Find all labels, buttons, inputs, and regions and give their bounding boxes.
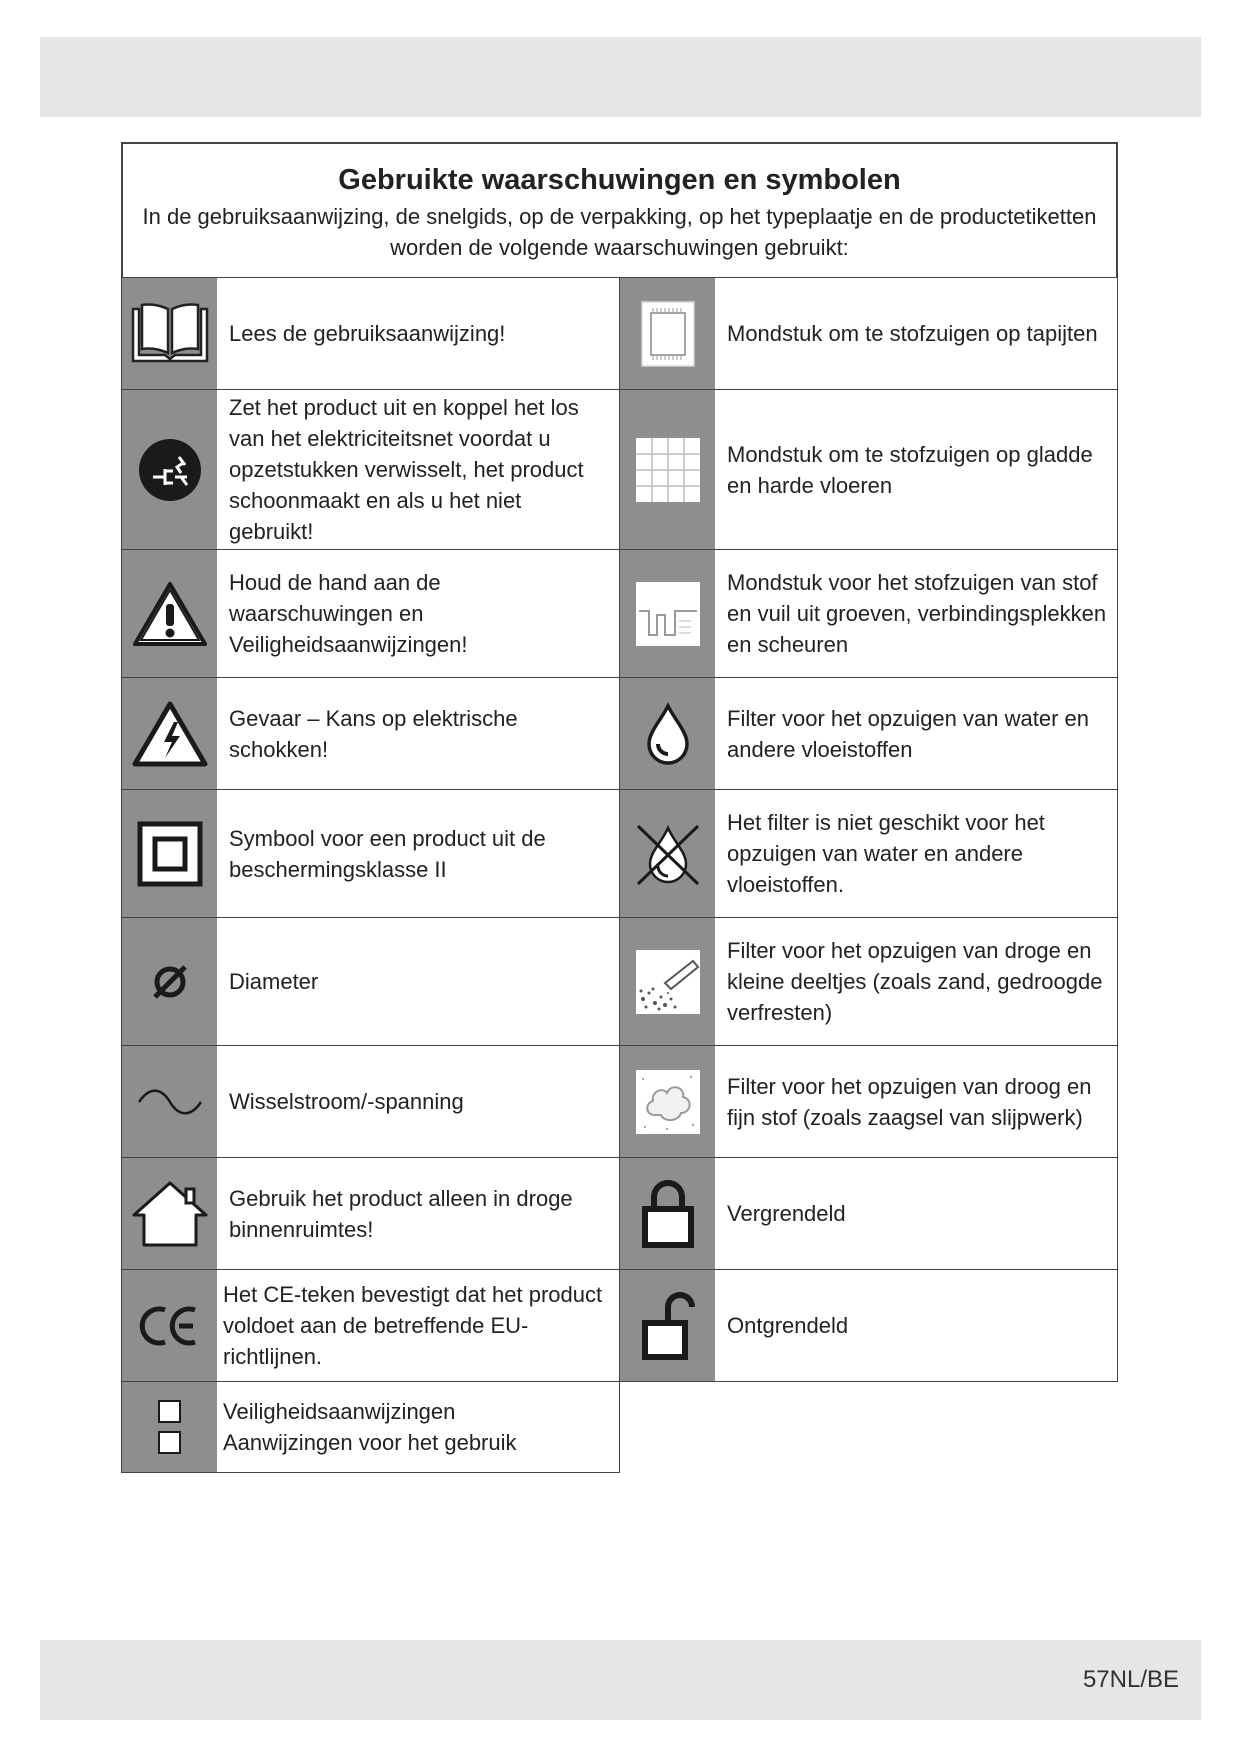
page-number: 57NL/BE (1082, 1666, 1179, 1693)
no-water-icon (620, 790, 715, 917)
manual-book-icon (122, 278, 217, 389)
symbol-row-water (619, 677, 1118, 790)
symbol-row-warning (121, 549, 620, 678)
symbol-text: Wisselstroom/-spanning (229, 1089, 464, 1114)
symbol-text: Mondstuk voor het stofzuigen van stof en vuil uit groeven, verbindingsplekken en scheuren (727, 570, 1107, 657)
symbol-text: Het CE-teken bevestigt dat het product voldoet aan de betreffende EU-richtlijnen. (223, 1282, 603, 1369)
symbol-text: Zet het product uit en koppel het los van het elektriciteitsnet voordat u opzetstukken verwisselt, het product schoonmaakt en als u het niet gebruikt! (229, 395, 584, 544)
symbol-row-class2 (121, 789, 620, 918)
symbol-text: Filter voor het opzuigen van droge en kleine deeltjes (zoals zand, gedroogde verfresten) (727, 938, 1103, 1025)
symbol-row-ce (121, 1269, 620, 1382)
symbol-row-unplug (121, 389, 620, 550)
top-band (40, 37, 1201, 117)
symbol-text: Het filter is niet geschikt voor het opzuigen van water en andere vloeistoffen. (727, 810, 1045, 897)
fine-dust-icon (620, 1046, 715, 1157)
symbol-row-dryparticles (619, 917, 1118, 1046)
lock-open-icon (620, 1270, 715, 1381)
symbol-text: Symbool voor een product uit de beschermingsklasse II (229, 825, 546, 882)
intro-text: In de gebruiksaanwijzing, de snelgids, op de verpakking, op het typeplaatje en de productetiketten worden de volgende waarschuwingen gebruikt: (142, 204, 1097, 260)
safety-instructions-label: Veiligheidsaanwijzingen (223, 1399, 456, 1424)
symbol-text: Houd de hand aan de waarschuwingen en Veiligheidsaanwijzingen! (229, 570, 468, 657)
page-title: Gebruikte waarschuwingen en symbolen (338, 164, 901, 196)
symbol-text: Diameter (229, 969, 319, 994)
header-box (121, 142, 1118, 278)
ce-mark-icon (122, 1270, 217, 1381)
symbol-row-crevice (619, 549, 1118, 678)
symbol-text: Filter voor het opzuigen van water en andere vloeistoffen (727, 705, 1089, 762)
symbol-text: Gevaar – Kans op elektrische schokken! (229, 705, 518, 762)
hard-floor-nozzle-icon (620, 390, 715, 549)
protection-class-ii-icon (122, 790, 217, 917)
symbol-text: Vergrendeld (727, 1201, 846, 1226)
symbol-row-manual (121, 277, 620, 390)
symbol-row-indoor (121, 1157, 620, 1270)
symbol-row-locked (619, 1157, 1118, 1270)
symbol-row-diameter (121, 917, 620, 1046)
usage-instructions-label: Aanwijzingen voor het gebruik (223, 1430, 517, 1455)
alternating-current-icon (122, 1046, 217, 1157)
symbol-text: Mondstuk om te stofzuigen op tapijten (727, 321, 1098, 346)
symbol-row-ac (121, 1045, 620, 1158)
symbol-row-shock (121, 677, 620, 790)
symbol-text: Mondstuk om te stofzuigen op gladde en harde vloeren (727, 441, 1093, 498)
unplug-icon (122, 390, 217, 549)
symbol-row-hardfloor (619, 389, 1118, 550)
symbol-row-carpet (619, 277, 1118, 390)
bottom-band (40, 1640, 1201, 1720)
symbol-text: Lees de gebruiksaanwijzing! (229, 321, 506, 346)
checkbox-icons (122, 1382, 217, 1472)
electric-shock-icon (122, 678, 217, 789)
symbol-row-checkboxes (121, 1381, 620, 1473)
diameter-icon (122, 918, 217, 1045)
carpet-nozzle-icon (620, 278, 715, 389)
symbol-row-nowater (619, 789, 1118, 918)
crevice-nozzle-icon (620, 550, 715, 677)
symbol-text: Gebruik het product alleen in droge binnenruimtes! (229, 1185, 573, 1242)
lock-closed-icon (620, 1158, 715, 1269)
indoor-house-icon (122, 1158, 217, 1269)
symbol-row-finedust (619, 1045, 1118, 1158)
dry-particles-icon (620, 918, 715, 1045)
warning-icon (122, 550, 217, 677)
symbol-row-unlocked (619, 1269, 1118, 1382)
symbol-text: Filter voor het opzuigen van droog en fijn stof (zoals zaagsel van slijpwerk) (727, 1073, 1092, 1130)
symbol-text: Ontgrendeld (727, 1313, 849, 1338)
water-drop-icon (620, 678, 715, 789)
